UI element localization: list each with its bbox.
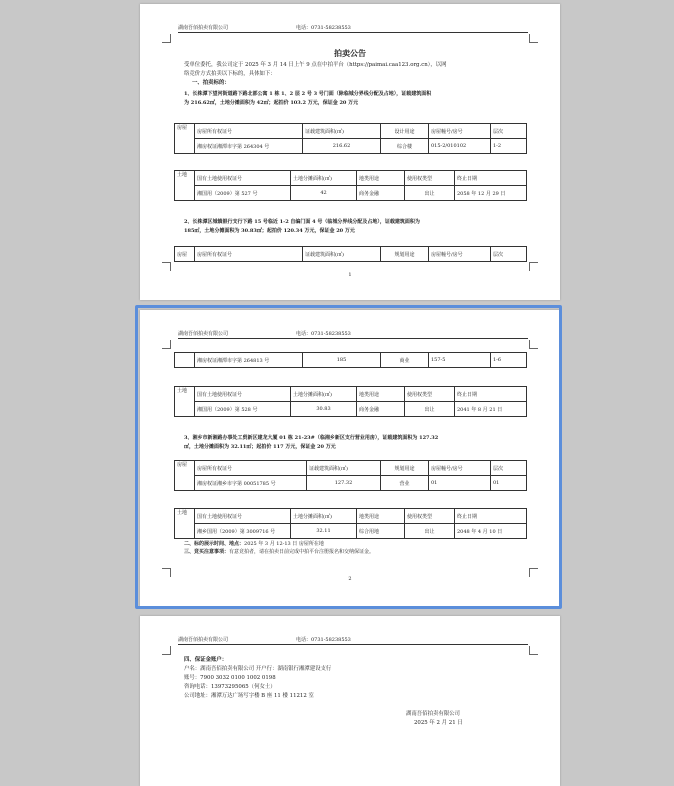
table-cell: 层次 xyxy=(491,247,527,262)
intro-line: 络竞价方式拍卖以下标的，具体如下： xyxy=(184,71,276,77)
table-cell: 终止日期 xyxy=(455,387,527,402)
table-cell: 房屋所有权证号 xyxy=(195,124,303,139)
crop-mark xyxy=(529,262,538,271)
table-row xyxy=(175,461,527,476)
table-cell: 使用权类型 xyxy=(405,171,455,186)
table-cell: 地类用途 xyxy=(357,387,405,402)
intro-paragraph xyxy=(184,61,544,88)
deposit-account-block xyxy=(184,656,544,701)
house-table-2-header xyxy=(174,246,527,262)
table-cell: 规划用途 xyxy=(381,461,429,476)
table-cell: 规划用途 xyxy=(381,247,429,262)
table-cell: 土地分摊面积(㎡) xyxy=(291,171,357,186)
table-cell: 终止日期 xyxy=(455,171,527,186)
document-page-3 xyxy=(140,616,560,786)
table-cell: 国有土地使用权证号 xyxy=(195,509,291,524)
lot-line: 3、湘乡市新湘路办事处工贸新区建龙大厦 01 栋 21-23#（临湘乡新区支行营业用房），证载建筑面积为 127.32 xyxy=(184,435,439,441)
table-cell: 216.62 xyxy=(303,139,381,154)
table-cell: 湘房权证湘潭市字第 264304 号 xyxy=(195,139,303,154)
table-cell: 出让 xyxy=(405,402,455,417)
house-table-3 xyxy=(174,460,527,491)
intro-line: 受单位委托，我公司定于 2025 年 3 月 14 日上午 9 点在中拍平台（https://paimai.caa123.org.cn），以网 xyxy=(184,62,447,68)
table-row xyxy=(175,524,527,539)
table-row xyxy=(175,186,527,201)
land-table-2 xyxy=(174,386,527,417)
header-tel: 电话：0731-58238553 xyxy=(296,637,351,643)
table-cell: 湘国用（2009）第 528 号 xyxy=(195,402,291,417)
header-rule xyxy=(178,338,528,339)
table-cell: 房屋 xyxy=(175,461,195,491)
table-cell: 房屋所有权证号 xyxy=(195,247,303,262)
table-cell: 地类用途 xyxy=(357,509,405,524)
table-row xyxy=(175,247,527,262)
table-cell: 42 xyxy=(291,186,357,201)
crop-mark xyxy=(162,34,171,43)
table-row xyxy=(175,387,527,402)
document-title: 拍卖公告 xyxy=(334,48,366,58)
table-cell: 商务金融 xyxy=(357,402,405,417)
table-cell: 土地 xyxy=(175,387,195,417)
header-company: 湖南吾佰拍卖有限公司 xyxy=(178,331,229,337)
table-row xyxy=(175,171,527,186)
lot-3-description xyxy=(184,434,544,452)
table-cell: 使用权类型 xyxy=(405,387,455,402)
document-page-2 xyxy=(140,310,560,606)
lot-line: ㎡，土地分摊面积为 32.11㎡；起拍价 117 万元，保证金 20 万元 xyxy=(184,444,336,450)
table-cell: 2041 年 8 月 21 日 xyxy=(455,402,527,417)
table-cell: 房屋 xyxy=(175,247,195,262)
table-cell xyxy=(175,353,195,368)
table-cell: 185 xyxy=(303,353,381,368)
account-line: 账号：7900 3032 0100 1002 0198 xyxy=(184,675,276,681)
table-cell: 综合用地 xyxy=(357,524,405,539)
account-line: 公司地址：湘潭万达广场写字楼 B 座 11 楼 11212 室 xyxy=(184,693,314,699)
table-cell: 157-5 xyxy=(429,353,491,368)
table-cell: 2058 年 12 月 29 日 xyxy=(455,186,527,201)
account-line: 咨询电话：13973295065（何女士） xyxy=(184,684,276,690)
account-line: 户名：湖南吾佰拍卖有限公司 开户行：湖南银行湘潭建设支行 xyxy=(184,666,332,672)
lot-line: 为 216.62㎡，土地分摊面积为 42㎡；起拍价 103.2 万元，保证金 20 万元 xyxy=(184,100,359,106)
table-cell: 土地 xyxy=(175,509,195,539)
crop-mark xyxy=(162,340,171,349)
section-heading: 一、拍卖标的： xyxy=(192,80,230,86)
table-cell: 国有土地使用权证号 xyxy=(195,387,291,402)
table-cell: 127.32 xyxy=(307,476,381,491)
page-number: 1 xyxy=(348,272,352,278)
lot-line: 185㎡，土地分摊面积为 30.83㎡；起拍价 120.34 万元，保证金 20 万元 xyxy=(184,228,355,234)
section-heading: 四、保证金账户： xyxy=(184,657,228,663)
note-text: 2025 年 3 月 12-13 日 房屋所在地 xyxy=(244,541,324,547)
table-cell: 015-2/010102 xyxy=(429,139,491,154)
signature-block xyxy=(406,710,463,728)
signer: 湖南吾佰拍卖有限公司 xyxy=(406,711,460,717)
table-cell: 使用权类型 xyxy=(405,509,455,524)
header-rule xyxy=(178,644,528,645)
note-line xyxy=(184,540,544,548)
table-cell: 出让 xyxy=(405,186,455,201)
table-cell: 1-2 xyxy=(491,139,527,154)
note-line xyxy=(184,548,544,556)
table-cell: 2048 年 4 月 10 日 xyxy=(455,524,527,539)
lot-2-description xyxy=(184,218,544,236)
table-cell: 湘房权证湘潭市字第 264813 号 xyxy=(195,353,303,368)
table-cell: 层次 xyxy=(491,461,527,476)
table-cell: 房屋幢号/房号 xyxy=(429,124,491,139)
table-row xyxy=(175,402,527,417)
header-tel: 电话：0731-58238553 xyxy=(296,331,351,337)
land-table-1 xyxy=(174,170,527,201)
crop-mark xyxy=(529,646,538,655)
table-cell: 终止日期 xyxy=(455,509,527,524)
table-row xyxy=(175,353,527,368)
table-cell: 湘国用（2009）第 527 号 xyxy=(195,186,291,201)
table-cell: 土地分摊面积(㎡) xyxy=(291,509,357,524)
table-cell: 01 xyxy=(491,476,527,491)
table-cell: 32.11 xyxy=(291,524,357,539)
header-rule xyxy=(178,32,528,33)
header-tel: 电话：0731-58238553 xyxy=(296,25,351,31)
document-page-1 xyxy=(140,4,560,300)
table-row xyxy=(175,139,527,154)
table-cell: 湘乡国用（2009）第 3009716 号 xyxy=(195,524,291,539)
crop-mark xyxy=(529,34,538,43)
table-cell: 湘房权证湘乡市字第 00051785 号 xyxy=(195,476,307,491)
crop-mark xyxy=(529,340,538,349)
table-cell: 证载建筑面积(㎡) xyxy=(307,461,381,476)
table-cell: 土地 xyxy=(175,171,195,201)
table-cell: 房屋幢号/房号 xyxy=(429,247,491,262)
note-text: 有意竞拍者，请在拍卖日前完成中拍平台注册报名和交纳保证金。 xyxy=(229,549,375,555)
notes-block xyxy=(184,540,544,556)
header-company: 湖南吾佰拍卖有限公司 xyxy=(178,25,229,31)
note-label: 二、标的展示时间、地点： xyxy=(184,541,245,547)
land-table-3 xyxy=(174,508,527,539)
table-cell: 层次 xyxy=(491,124,527,139)
lot-1-description xyxy=(184,90,544,108)
table-cell: 商务金融 xyxy=(357,186,405,201)
lot-line: 1、长株潭下望河街道路下路北部公寓 1 栋 1、2 层 2 号 3 号门面（除临城分界线分配及占地），证载建筑面积 xyxy=(184,91,432,97)
table-cell: 设计用途 xyxy=(381,124,429,139)
table-cell: 房屋幢号/房号 xyxy=(429,461,491,476)
table-cell: 地类用途 xyxy=(357,171,405,186)
table-cell: 1-6 xyxy=(491,353,527,368)
lot-line: 2、长株潭区城镇银行支行下路 15 号临近 1-2 自编门面 4 号（临城分界线分配及占地），证载建筑面积为 xyxy=(184,219,420,225)
crop-mark xyxy=(162,262,171,271)
table-cell: 国有土地使用权证号 xyxy=(195,171,291,186)
table-cell: 综合楼 xyxy=(381,139,429,154)
table-cell: 营业 xyxy=(381,476,429,491)
table-cell: 证载建筑面积(㎡) xyxy=(303,247,381,262)
note-label: 三、竞买注意事项： xyxy=(184,549,230,555)
table-cell: 30.83 xyxy=(291,402,357,417)
house-table-1 xyxy=(174,123,527,154)
table-row xyxy=(175,124,527,139)
table-cell: 土地分摊面积(㎡) xyxy=(291,387,357,402)
table-cell: 01 xyxy=(429,476,491,491)
table-row xyxy=(175,476,527,491)
table-cell: 商业 xyxy=(381,353,429,368)
table-cell: 证载建筑面积(㎡) xyxy=(303,124,381,139)
table-cell: 房屋所有权证号 xyxy=(195,461,307,476)
table-cell: 房屋 xyxy=(175,124,195,154)
crop-mark xyxy=(162,646,171,655)
table-cell: 出让 xyxy=(405,524,455,539)
sign-date: 2025 年 2 月 21 日 xyxy=(414,720,463,726)
page-number: 2 xyxy=(348,576,352,582)
house-table-2-row xyxy=(174,352,527,368)
table-row xyxy=(175,509,527,524)
header-company: 湖南吾佰拍卖有限公司 xyxy=(178,637,229,643)
